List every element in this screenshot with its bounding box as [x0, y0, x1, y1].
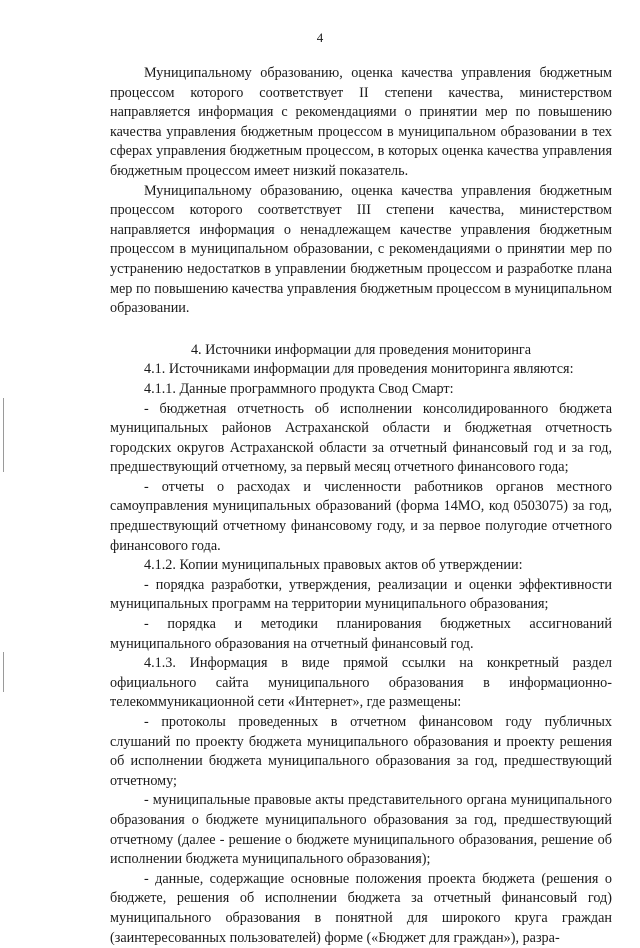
- document-body: [110, 64, 612, 948]
- paragraph: 4.1.3. Информация в виде прямой ссылки на конкретный раздел официального сайта муниципального образования в информационно-телекоммуникационной сети «Интернет», где размещены:: [110, 655, 612, 711]
- paragraph: 4.1.1. Данные программного продукта Свод Смарт:: [144, 380, 454, 397]
- page-number: 4: [316, 30, 324, 45]
- paragraph: - бюджетная отчетность об исполнении консолидированного бюджета муниципальных районов Астраханской области и бюджетная отчетность городских округов Астраханской области за отчетный финансовый год и за год, предшествующий отчетному, за первый месяц отчетного финансового года;: [110, 400, 612, 476]
- paragraph: - порядка и методики планирования бюджетных ассигнований муниципального образования на отчетный финансовый год.: [110, 616, 612, 652]
- paragraph: - данные, содержащие основные положения проекта бюджета (решения о бюджете, решения об исполнении бюджета за отчетный финансовый год) муниципального образования в понятной для широкого круга граждан (заинтересованных пользователей) форме («Бюджет для граждан»), разра-: [110, 870, 612, 946]
- paragraph: - муниципальные правовые акты представительного органа муниципального образования о бюджете муниципального образования за год, предшествующий отчетному (далее - решение о бюджете муниципального образования, решение об исполнении бюджета муниципального образования);: [110, 792, 612, 868]
- paragraph: - отчеты о расходах и численности работников органов местного самоуправления муниципальных образований (форма 14МО, код 0503075) за год, предшествующий отчетному финансовому году, и за первое полугодие отчетного финансового года.: [110, 478, 612, 554]
- margin-mark: [3, 398, 4, 472]
- margin-mark: [3, 652, 4, 692]
- paragraph: Муниципальному образованию, оценка качества управления бюджетным процессом которого соответствует III степени качества, министерством направляется информация о ненадлежащем качестве управления бюджетным процессом в муниципальном образовании, с рекомендациями о принятии мер по устранению недостатков в управлении бюджетным процессом и разработке плана мер по повышению качества управления бюджетным процессом в муниципальном образовании.: [110, 182, 612, 317]
- paragraph: - порядка разработки, утверждения, реализации и оценки эффективности муниципальных программ на территории муниципального образования;: [110, 576, 612, 613]
- section-title: 4. Источники информации для проведения мониторинга: [190, 341, 532, 358]
- paragraph: - протоколы проведенных в отчетном финансовом году публичных слушаний по проекту бюджета муниципального образования и проекту решения об исполнении бюджета муниципального образования за год, предшествующий отчетному;: [110, 714, 612, 789]
- paragraph: Муниципальному образованию, оценка качества управления бюджетным процессом которого соответствует II степени качества, министерством направляется информация с рекомендациями о принятии мер по повышению качества управления бюджетным процессом в муниципальном образовании в тех сферах управления бюджетным процессом, в которых оценка качества управления бюджетным процессом имеет низкий показатель.: [110, 65, 612, 179]
- paragraph: 4.1. Источниками информации для проведения мониторинга являются:: [144, 361, 574, 378]
- paragraph: 4.1.2. Копии муниципальных правовых актов об утверждении:: [144, 557, 523, 574]
